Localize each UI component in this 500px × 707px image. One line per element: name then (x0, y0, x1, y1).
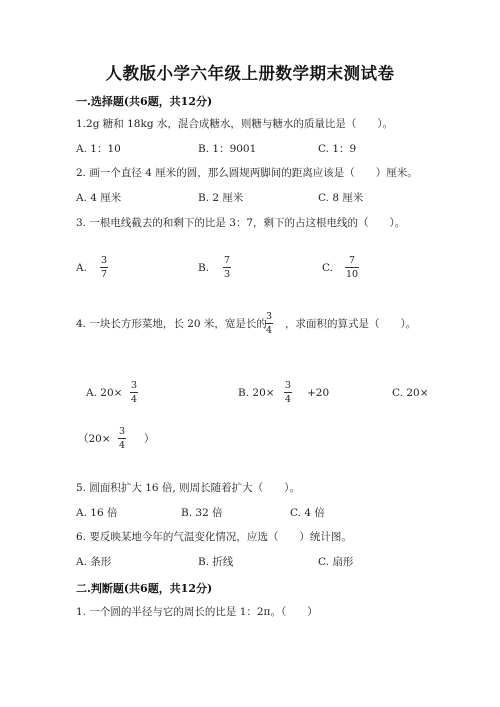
question-3-option-b-fraction (223, 255, 231, 280)
question-1-option-c: C. 1：9 (318, 143, 357, 155)
question-4-option-c-close: ） (144, 433, 155, 445)
question-4-option-c-open: （20× (78, 433, 111, 445)
fraction-numerator: 3 (119, 426, 126, 437)
judgement-1-text: 1. 一个圆的半径与它的周长的比是 1：2π。（ ） (76, 606, 318, 618)
fraction-bar (223, 267, 231, 268)
section-heading-choice: 一.选择题(共6题，共12分) (76, 95, 213, 108)
question-4-option-a-fraction (130, 380, 138, 405)
fraction-bar (284, 392, 292, 393)
question-1-text: 1.2g 糖和 18kg 水，混合成糖水，则糖与糖水的质量比是（ ）。 (76, 118, 394, 130)
question-5-option-c: C. 4 倍 (290, 507, 325, 519)
fraction-numerator: 3 (266, 311, 273, 322)
question-2-option-b: B. 2 厘米 (198, 192, 244, 204)
question-4-text: 4. 一块长方形菜地，长 20 米，宽是长的 (76, 318, 267, 330)
question-2-text: 2. 画一个直径 4 厘米的圆，那么圆规两脚间的距离应该是（ ）厘米。 (76, 167, 418, 179)
question-2-option-a: A. 4 厘米 (76, 192, 122, 204)
fraction-denominator: 10 (346, 269, 359, 280)
fraction-numerator: 3 (101, 255, 108, 266)
question-2-option-c: C. 8 厘米 (318, 192, 364, 204)
question-6-text: 6. 要反映某地今年的气温变化情况，应选（ ）统计图。 (76, 531, 352, 543)
fraction-numerator: 3 (285, 380, 292, 391)
question-6-option-a: A. 条形 (76, 556, 112, 568)
question-4-option-b-label: B. 20× (238, 387, 275, 399)
question-5-option-b: B. 32 倍 (181, 507, 223, 519)
fraction-denominator: 4 (119, 440, 126, 451)
fraction-numerator: 7 (349, 255, 356, 266)
fraction-bar (118, 438, 126, 439)
question-3-option-a-fraction (100, 255, 108, 280)
question-5-text: 5. 圆面积扩大 16 倍, 则周长随着扩大（ ）。 (76, 482, 300, 494)
fraction-denominator: 4 (266, 325, 273, 336)
question-5-option-a: A. 16 倍 (76, 507, 118, 519)
section-heading-judgement: 二.判断题(共6题，共12分) (76, 582, 213, 595)
question-3-option-c-label: C. (322, 262, 333, 274)
question-4-option-c-label: C. 20× (392, 387, 429, 399)
question-6-option-b: B. 折线 (198, 556, 234, 568)
fraction-bar (265, 323, 273, 324)
question-1-option-b: B. 1：9001 (198, 143, 257, 155)
question-4-fraction (265, 311, 273, 336)
question-4-text-after: ，求面积的算式是（ ）。 (285, 318, 417, 330)
question-4-option-b-fraction (284, 380, 292, 405)
question-3-option-a-label: A. (76, 262, 87, 274)
fraction-denominator: 7 (101, 269, 108, 280)
question-4-option-b-tail: +20 (307, 387, 330, 399)
fraction-denominator: 4 (285, 394, 292, 405)
fraction-denominator: 3 (224, 269, 231, 280)
fraction-denominator: 4 (131, 394, 138, 405)
fraction-bar (100, 267, 108, 268)
fraction-numerator: 7 (224, 255, 231, 266)
question-3-option-c-fraction (345, 255, 359, 280)
question-4-option-a-label: A. 20× (86, 387, 123, 399)
page-title: 人教版小学六年级上册数学期末测试卷 (105, 64, 395, 83)
question-3-text: 3. 一根电线截去的和剩下的比是 3：7，剩下的占这根电线的（ ）。 (76, 217, 406, 229)
question-6-option-c: C. 扇形 (318, 556, 354, 568)
fraction-numerator: 3 (131, 380, 138, 391)
question-4-option-c-fraction (118, 426, 126, 451)
question-3-option-b-label: B. (198, 262, 210, 274)
fraction-bar (345, 267, 359, 268)
fraction-bar (130, 392, 138, 393)
question-1-option-a: A. 1：10 (76, 143, 121, 155)
